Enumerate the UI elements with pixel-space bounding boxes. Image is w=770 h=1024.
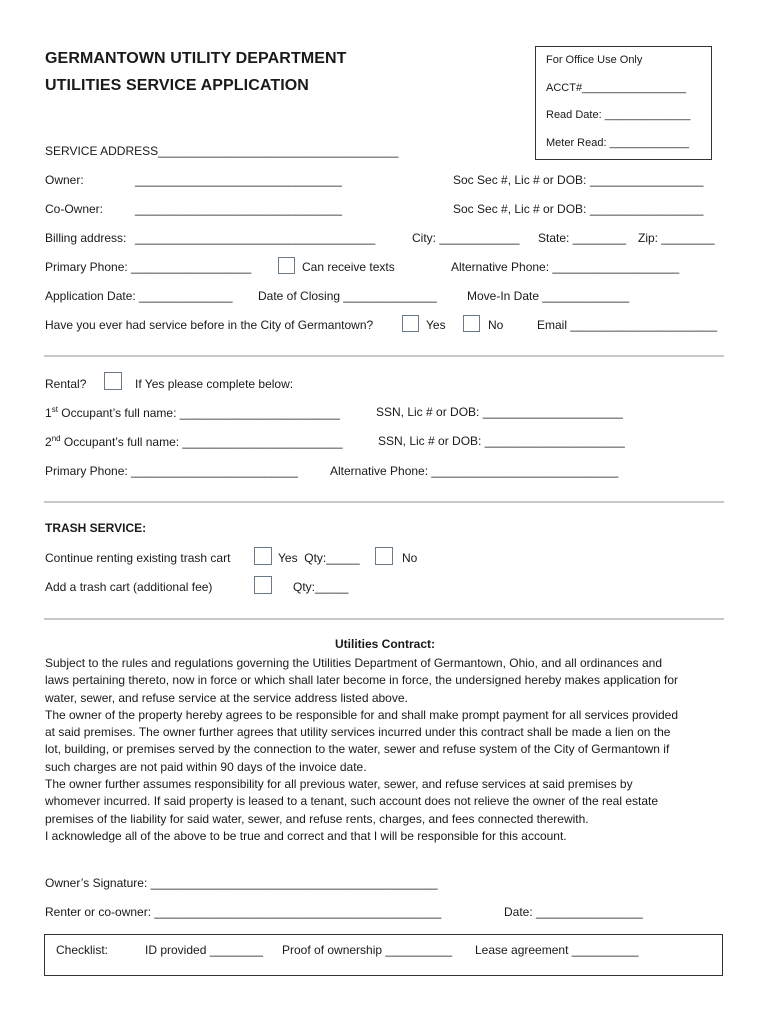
billing-label: Billing address:	[45, 231, 127, 245]
rental-checkbox[interactable]	[104, 372, 122, 390]
lease-agreement-field[interactable]: Lease agreement __________	[475, 943, 639, 957]
occupant2-label: Occupant’s full name: ________________________	[60, 435, 343, 449]
occupant2-name-field[interactable]	[45, 434, 343, 449]
trash-service-heading: TRASH SERVICE:	[45, 521, 147, 535]
can-receive-texts-label: Can receive texts	[302, 260, 395, 274]
continue-trash-no-label: No	[402, 551, 418, 565]
add-trash-checkbox[interactable]	[254, 576, 272, 594]
occupant1-number: 1	[45, 406, 52, 420]
previous-service-question: Have you ever had service before in the City of Germantown?	[45, 318, 374, 332]
add-trash-label: Add a trash cart (additional fee)	[45, 580, 213, 594]
read-date-field[interactable]: Read Date: ______________	[546, 109, 691, 121]
section-divider-3	[44, 618, 724, 620]
form-title-line1: GERMANTOWN UTILITY DEPARTMENT	[45, 50, 347, 67]
owner-field[interactable]: _______________________________	[135, 173, 342, 187]
contract-line: The owner further assumes responsibility for all previous water, sewer, and refuse services at said premises by	[45, 777, 633, 792]
rental-alternative-phone-field[interactable]: Alternative Phone: ____________________________	[330, 464, 619, 478]
office-use-heading: For Office Use Only	[546, 54, 643, 66]
state-field[interactable]: State: ________	[538, 231, 627, 245]
section-divider-2	[44, 501, 724, 503]
rental-note: If Yes please complete below:	[135, 377, 294, 391]
office-use-box	[535, 46, 712, 160]
contract-line: such charges are not paid within 90 days of the invoice date.	[45, 759, 367, 774]
primary-phone-field[interactable]: Primary Phone: __________________	[45, 260, 252, 274]
owner-soc-field[interactable]: _________________	[590, 173, 704, 187]
previous-service-no-label: No	[488, 318, 504, 332]
contract-line: at said premises. The owner further agrees that utility services incurred under this contract shall be made a lien on the	[45, 725, 671, 740]
checklist-box	[44, 934, 723, 976]
owner-soc-label: Soc Sec #, Lic # or DOB:	[453, 173, 587, 187]
occupant2-ssn-field[interactable]: SSN, Lic # or DOB: _____________________	[378, 434, 625, 448]
contract-line: lot, building, or premises served by the connection to the water, sewer and refuse system of the City of Germantown if	[45, 742, 670, 757]
form-title-line2: UTILITIES SERVICE APPLICATION	[45, 77, 309, 94]
section-divider-1	[44, 355, 724, 357]
acct-field[interactable]: ACCT#_________________	[546, 82, 687, 94]
contract-line: laws pertaining thereto, now in force or which shall later become in force, the undersigned hereby makes application for	[45, 673, 679, 688]
coowner-soc-label: Soc Sec #, Lic # or DOB:	[453, 202, 587, 216]
city-field[interactable]: City: ____________	[412, 231, 520, 245]
checklist-label: Checklist:	[56, 943, 109, 957]
contract-line: premises of the liability for said water, sewer, and refuse rents, charges, and fees connected therewith.	[45, 811, 589, 826]
occupant1-label: Occupant’s full name: ________________________	[57, 406, 340, 420]
meter-read-field[interactable]: Meter Read: _____________	[546, 137, 690, 149]
service-address-field[interactable]: SERVICE ADDRESS____________________________________	[45, 144, 399, 158]
contract-text	[45, 655, 735, 845]
owner-signature-field[interactable]: Owner’s Signature: ___________________________________________	[45, 876, 438, 890]
add-trash-qty-field[interactable]: Qty:_____	[293, 580, 349, 594]
billing-address-field[interactable]: ____________________________________	[135, 231, 376, 245]
occupant1-name-field[interactable]	[45, 405, 340, 420]
contract-line: water, sewer, and refuse service at the service address listed above.	[45, 690, 408, 705]
owner-label: Owner:	[45, 173, 84, 187]
contract-line: whomever incurred. If said property is leased to a tenant, such account does not relieve the owner of the real estate	[45, 794, 659, 809]
can-receive-texts-checkbox[interactable]	[278, 257, 295, 274]
occupant2-ordinal: nd	[51, 434, 61, 443]
contract-line: The owner of the property hereby agrees to be responsible for and shall make prompt payment for all services provided	[45, 707, 678, 722]
coowner-soc-field[interactable]: _________________	[590, 202, 704, 216]
application-date-field[interactable]: Application Date: ______________	[45, 289, 233, 303]
date-of-closing-field[interactable]: Date of Closing ______________	[258, 289, 437, 303]
occupant1-ssn-field[interactable]: SSN, Lic # or DOB: _____________________	[376, 405, 623, 419]
continue-trash-label: Continue renting existing trash cart	[45, 551, 231, 565]
continue-trash-no-checkbox[interactable]	[375, 547, 393, 565]
occupant2-number: 2	[45, 435, 52, 449]
proof-of-ownership-field[interactable]: Proof of ownership __________	[282, 943, 453, 957]
previous-service-yes-checkbox[interactable]	[402, 315, 419, 332]
email-field[interactable]: Email ______________________	[537, 318, 718, 332]
id-provided-field[interactable]: ID provided ________	[145, 943, 264, 957]
contract-line: I acknowledge all of the above to be true and correct and that I will be responsible for this account.	[45, 828, 567, 843]
signature-date-field[interactable]: Date: ________________	[504, 905, 643, 919]
contract-title: Utilities Contract:	[334, 637, 435, 651]
coowner-field[interactable]: _______________________________	[135, 202, 342, 216]
occupant1-ordinal: st	[51, 405, 58, 414]
move-in-date-field[interactable]: Move-In Date _____________	[467, 289, 630, 303]
continue-trash-yes-qty-field[interactable]: Yes Qty:_____	[278, 551, 360, 565]
rental-label: Rental?	[45, 377, 87, 391]
alternative-phone-field[interactable]: Alternative Phone: ___________________	[451, 260, 680, 274]
previous-service-yes-label: Yes	[426, 318, 446, 332]
previous-service-no-checkbox[interactable]	[463, 315, 480, 332]
contract-line: Subject to the rules and regulations governing the Utilities Department of Germantown, Ohio, and all ordinances and	[45, 656, 663, 670]
continue-trash-yes-checkbox[interactable]	[254, 547, 272, 565]
zip-field[interactable]: Zip: ________	[638, 231, 715, 245]
renter-signature-field[interactable]: Renter or co-owner: ___________________________________________	[45, 905, 442, 919]
rental-primary-phone-field[interactable]: Primary Phone: _________________________	[45, 464, 298, 478]
coowner-label: Co-Owner:	[45, 202, 104, 216]
